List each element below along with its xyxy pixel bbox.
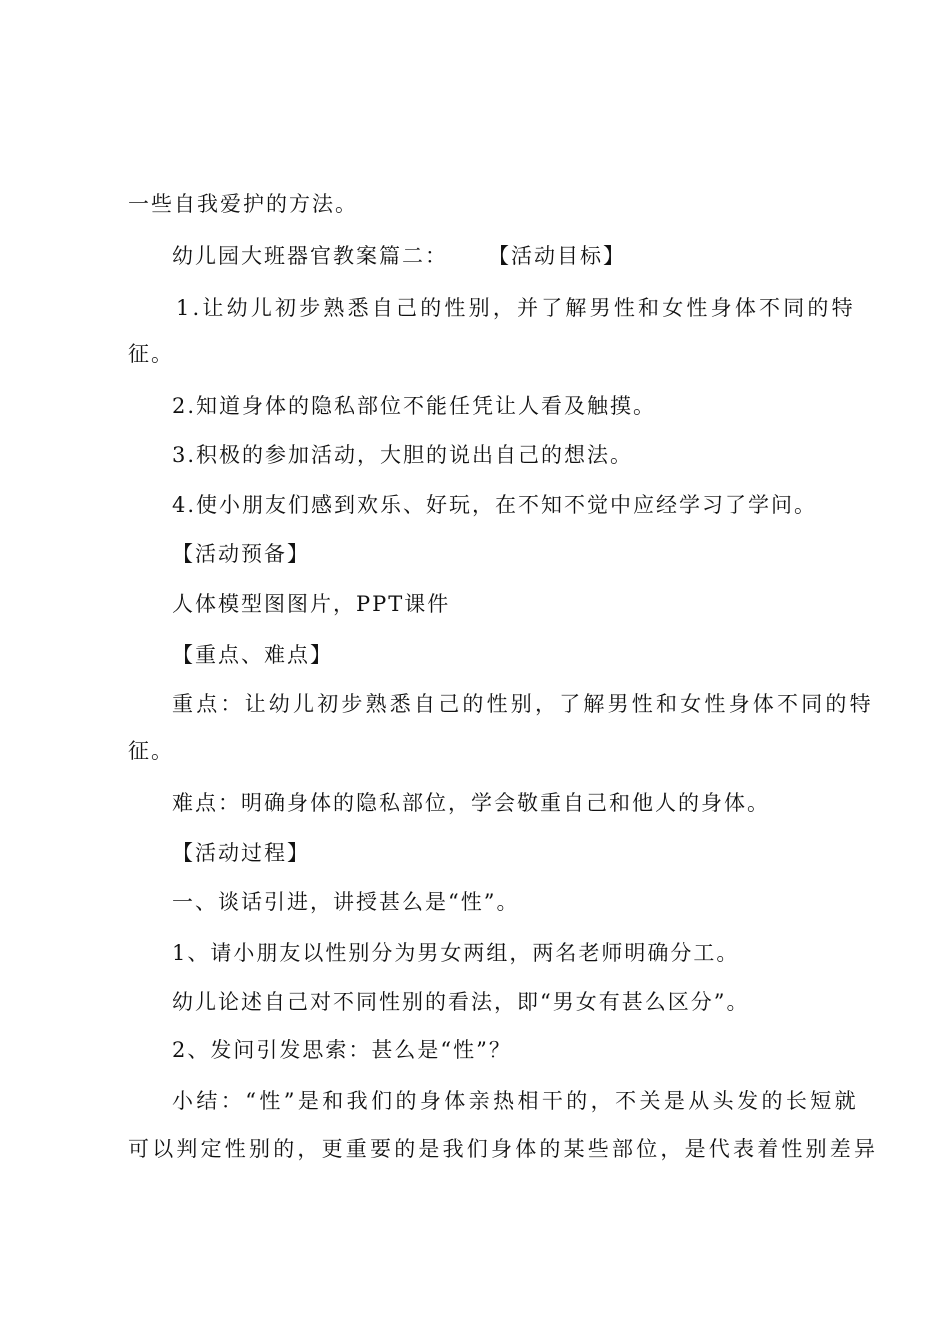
section-heading: 【重点、难点】	[172, 643, 333, 667]
section-heading: 【活动过程】	[172, 841, 310, 865]
text-line: 征。	[128, 342, 174, 366]
text-line: 可以判定性别的，更重要的是我们身体的某些部位，是代表着性别差异	[128, 1137, 879, 1161]
text-line: 3.积极的参加活动，大胆的说出自己的想法。	[172, 443, 634, 467]
text-line: 人体模型图图片，PPT课件	[172, 592, 451, 616]
text-line: 征。	[128, 739, 174, 763]
section-heading: 【活动预备】	[172, 542, 310, 566]
text-line: 幼儿园大班器官教案篇二：	[172, 244, 448, 268]
text-line: 小结：“性”是和我们的身体亲热相干的，不关是从头发的长短就	[172, 1089, 860, 1113]
text-line: 1、请小朋友以性别分为男女两组，两名老师明确分工。	[172, 941, 740, 965]
text-line: 重点：让幼儿初步熟悉自己的性别，了解男性和女性身体不同的特	[172, 692, 874, 716]
text-line: 4.使小朋友们感到欢乐、好玩，在不知不觉中应经学习了学问。	[172, 493, 818, 517]
text-line: 幼儿论述自己对不同性别的看法，即“男女有甚么区分”。	[172, 990, 750, 1014]
text-line: 2、发问引发思索：甚么是“性”？	[172, 1038, 512, 1062]
text-line: 一、谈话引进，讲授甚么是“性”。	[172, 890, 520, 914]
text-line: 一些自我爱护的方法。	[128, 192, 358, 216]
section-heading: 【活动目标】	[488, 244, 626, 268]
text-line: 2.知道身体的隐私部位不能任凭让人看及触摸。	[172, 394, 657, 418]
text-line: 1.让幼儿初步熟悉自己的性别，并了解男性和女性身体不同的特	[176, 296, 856, 320]
text-line: 难点：明确身体的隐私部位，学会敬重自己和他人的身体。	[172, 791, 770, 815]
